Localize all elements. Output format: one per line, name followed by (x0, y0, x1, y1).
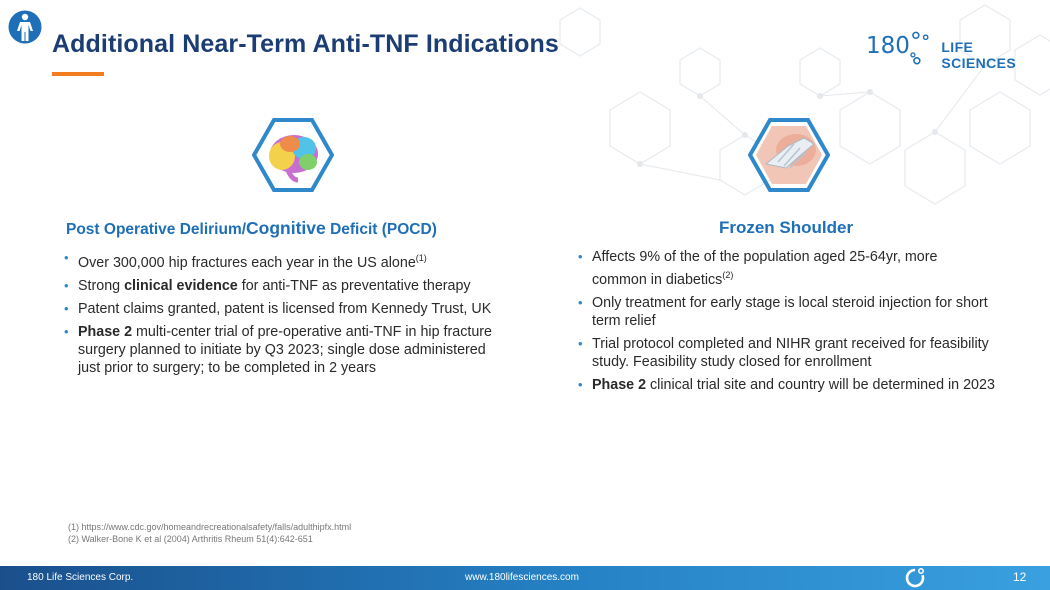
pocd-heading-part2: Cognitive (246, 218, 326, 238)
bullet-bold-text: Phase 2 (592, 376, 647, 393)
company-logo (866, 29, 1050, 69)
footnote-1: (1) https://www.cdc.gov/homeandrecreationalsafety/falls/adulthipfx.html (68, 522, 352, 532)
frozen-shoulder-hand-icon (748, 116, 830, 194)
list-item (62, 249, 508, 272)
bullet-bold-text: Phase 2 (78, 323, 133, 340)
list-item (576, 376, 996, 394)
pocd-heading-part3: Deficit (POCD) (325, 221, 437, 238)
footnotes (68, 521, 351, 545)
footnote-ref: (2) (722, 270, 734, 280)
footer-bar (0, 566, 1050, 590)
bullet-text: for anti-TNF as preventative therapy (237, 277, 471, 294)
page-number: 12 (1013, 570, 1027, 584)
pocd-bullet-list (62, 249, 508, 377)
list-item (576, 294, 996, 330)
pocd-section (62, 218, 508, 382)
footnote-ref: (1) (415, 253, 427, 263)
bullet-text: Strong (78, 277, 125, 294)
frozen-shoulder-section (576, 218, 996, 399)
list-item (576, 248, 996, 289)
list-item (62, 300, 508, 318)
page-title: Additional Near-Term Anti-TNF Indications (52, 30, 559, 58)
frozen-shoulder-heading: Frozen Shoulder (718, 218, 854, 237)
frozen-shoulder-bullet-list (576, 248, 996, 394)
list-item (62, 323, 508, 377)
footer-website-link[interactable]: www.180lifesciences.com (465, 572, 579, 583)
list-item (62, 277, 508, 295)
list-item (576, 335, 996, 371)
footnote-2: (2) Walker-Bone K et al (2004) Arthritis Rheum 51(4):642-651 (68, 534, 313, 544)
human-body-icon (8, 8, 42, 46)
circular-arrows-logo-icon (903, 566, 927, 590)
bullet-text: Over 300,000 hip fractures each year in the US alone (78, 254, 416, 271)
logo-number: 180 (866, 33, 910, 59)
bullet-bold-text: clinical evidence (124, 277, 238, 294)
bullet-text: Trial protocol completed and NIHR grant received for feasibility study. Feasibility study closed for enrollment (592, 335, 989, 370)
pocd-heading (66, 218, 508, 239)
bullet-text: Patent claims granted, patent is licensed from Kennedy Trust, UK (78, 300, 492, 317)
bullet-text: multi-center trial of pre-operative anti-TNF in hip fracture surgery planned to initiate by Q3 2023; single dose administered just prior to surgery; to be completed in 2 years (78, 323, 492, 376)
bullet-text: clinical trial site and country will be determined in 2023 (646, 376, 995, 393)
pocd-heading-part1: Post Operative Delirium/ (66, 221, 247, 238)
brain-icon (252, 116, 334, 194)
logo-rings-icon (910, 29, 935, 69)
logo-text: LIFE SCIENCES (941, 39, 1017, 71)
bullet-text: Affects 9% of the of the population aged 25-64yr, more common in diabetics (592, 249, 938, 288)
bullet-text: Only treatment for early stage is local steroid injection for short term relief (592, 294, 988, 329)
title-underline (52, 72, 104, 76)
footer-company-name: 180 Life Sciences Corp. (27, 572, 134, 583)
